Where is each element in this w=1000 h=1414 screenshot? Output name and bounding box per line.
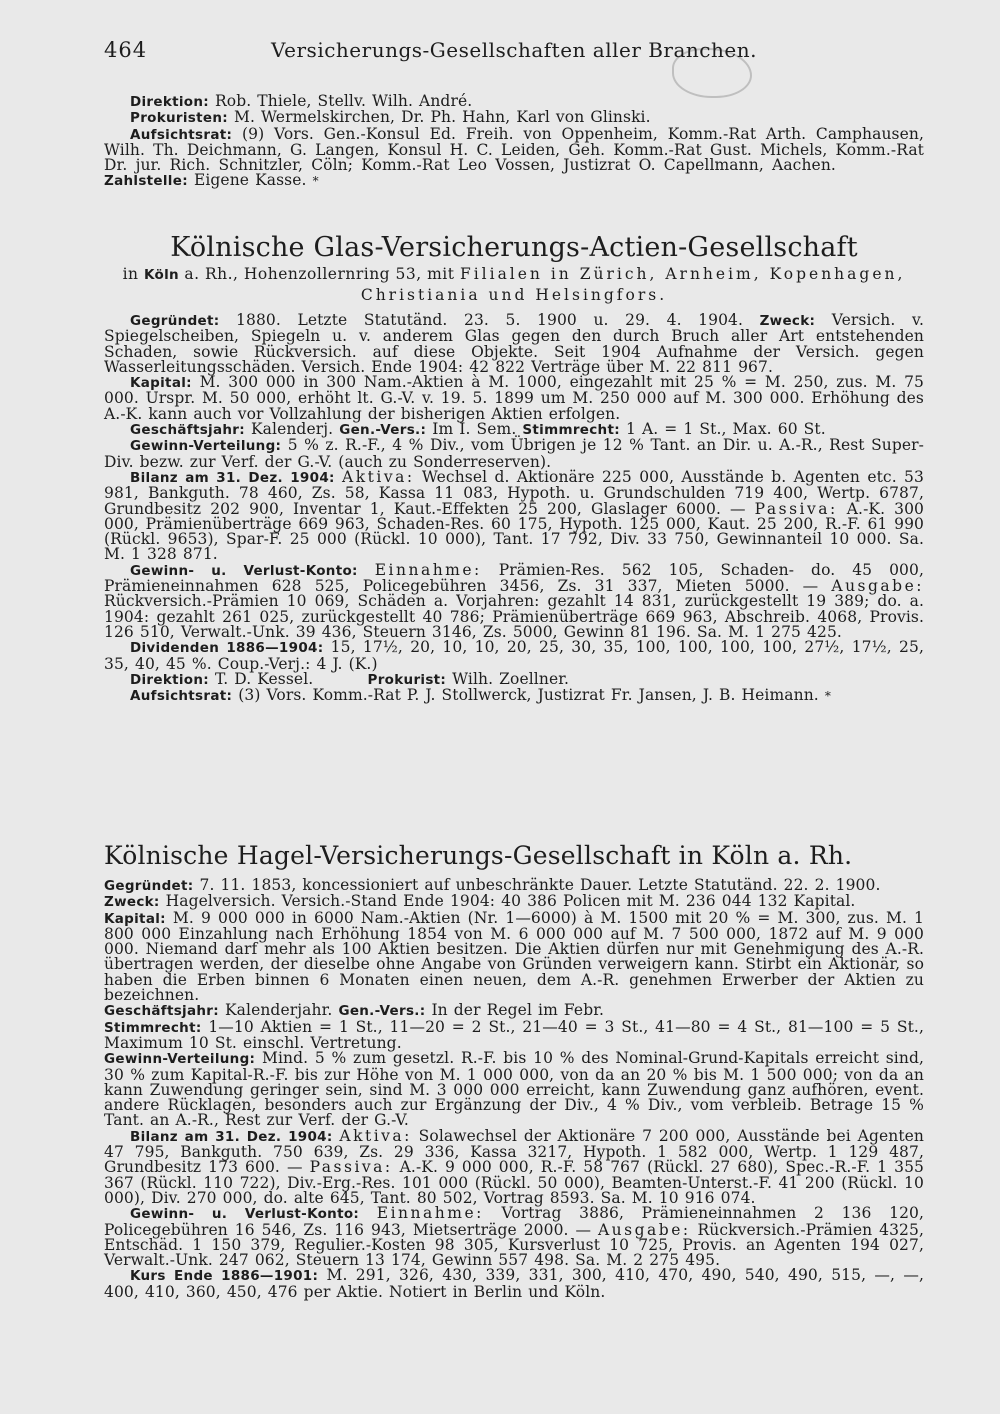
glas-kapital-text: M. 300 000 in 300 Nam.-Aktien à M. 1000, eingezahlt mit 25 % = M. 250, zus. M. 75 000. Urspr. M. 50 000, erhöht lt. G.-V. v. 19. 5. 1899 um M. 250 000 auf M. 300 000. Erhöhung des A.-K. kann auch vor Vollzahlung der bisherigen Aktien erfolgen. <box>104 373 925 423</box>
hagel-genvers-label: Gen.-Vers.: <box>338 1003 426 1020</box>
hagel-company-title: Kölnische Hagel-Versicherungs-Gesellschaft in Köln a. Rh. <box>104 841 853 870</box>
hagel-bilanz-passiva-word: Passiva: <box>309 1158 393 1177</box>
glas-dividenden-label: Dividenden 1886—1904: <box>130 640 324 657</box>
previous-company-continuation <box>104 94 924 190</box>
hagel-gewinn-text: Mind. 5 % zum gesetzl. R.-F. bis 10 % des Nominal-Grund-Kapitals erreicht sind, 30 % zum Kapital-R.-F. bis zur Höhe von M. 1 000 000, von da an 20 % bis M. 1 500 000; von da an kann Zuwendung geringer sein, sind M. 3 000 000 erreicht, kann Zuwendung ganz aufhören, event. andere Rücklagen, besonders auch zur Ergänzung der Div., 4 % Div., vom verbleib. Betrage 15 % Tant. an A.-R., Rest zur Verf. der G.-V. <box>104 1049 924 1130</box>
glas-direktion-text: T. D. Kessel. <box>215 669 314 688</box>
hagel-guv-einnahme-text: Vortrag 3886, Prämieneinnahmen 2 136 120, Policegebühren 16 546, Zs. 116 943, Mietserträge 2000. — <box>104 1204 925 1239</box>
glas-aufsichtsrat-paragraph <box>104 688 924 704</box>
glas-stimmrecht-text: 1 A. = 1 St., Max. 60 St. <box>625 420 826 439</box>
glas-guv-paragraph <box>104 560 925 641</box>
hagel-stimmrecht-label: Stimmrecht: <box>104 1019 202 1036</box>
glas-bilanz-aktiva-text: Wechsel d. Aktionäre 225 000, Ausstände b. Agenten etc. 53 981, Bankguth. 78 460, Zs. 58, Kassa 11 083, Hypoth. u. Grundschulden 719 400, Wertp. 6787, Grundbesitz 202 900, Inventar 1, Kaut.-Effekten 25 200, Glaslager 6000. — <box>104 467 924 518</box>
glas-company-title: Kölnische Glas-Versicherungs-Actien-Gesellschaft <box>170 232 858 263</box>
glas-bilanz-passiva-text: A.-K. 300 000, Prämienüberträge 669 963, Schaden-Res. 60 175, Hypoth. 125 000, Kaut. 25 200, R.-F. 61 990 (Rückl. 9653), Spar-F. 25 000 (Rückl. 10 000), Tant. 17 792, Div. 33 750, Gewinnanteil 10 000. Sa. M. 1 328 871. <box>104 499 925 564</box>
top-aufsichtsrat-text: (9) Vors. Gen.-Konsul Ed. Freih. von Oppenheim, Komm.-Rat Arth. Camphausen, Wilh. Th. Deichmann, G. Langen, Konsul H. C. Leiden, Geh. Komm.-Rat Gust. Michels, Komm.-Rat Dr. jur. Rich. Schnitzler, Cöln; Komm.-Rat Leo Vossen, Justizrat O. Capellmann, Aachen. <box>104 124 924 175</box>
glas-direktion-label: Direktion: <box>130 671 209 688</box>
glas-guv-ausgabe-text: Rückversich.-Prämien 10 069, Schäden a. Vorjahren: gezahlt 14 831, zurückgestellt 19 389; do. a. 1904: gezahlt 261 025, zurückgestellt 40 786; Prämienüberträge 669 963, Abschreib. 4068, Provis. 126 510, Verwalt.-Unk. 39 436, Steuern 3146, Zs. 5000, Gewinn 81 196. Sa. M. 1 275 425. <box>104 592 924 641</box>
glas-aufsichtsrat-label: Aufsichtsrat: <box>130 688 233 705</box>
glas-guv-einnahme-text: Prämien-Res. 562 105, Schaden- do. 45 000, Prämieneinnahmen 628 525, Policegebühren 3456, Zs. 31 337, Mieten 5000. — <box>104 560 925 596</box>
hagel-geschaeftsjahr-text: Kalenderjahr. <box>225 1001 333 1020</box>
hagel-stimmrecht-paragraph <box>104 1017 924 1052</box>
glas-location <box>104 264 924 305</box>
glas-guv-label: Gewinn- u. Verlust-Konto: <box>130 562 358 579</box>
top-prokuristen-label: Prokuristen: <box>130 110 228 127</box>
glas-zweck-label: Zweck: <box>759 313 816 329</box>
glas-gewinn-label: Gewinn-Verteilung: <box>130 438 282 455</box>
hagel-stimmrecht-text: 1—10 Aktien = 1 St., 11—20 = 2 St., 21—40 = 3 St., 41—80 = 4 St., 81—100 = 5 St., Maximum 10 St. einschl. Vertretung. <box>104 1017 924 1052</box>
hagel-gegruendet-label: Gegründet: <box>104 878 194 894</box>
hagel-bilanz-aktiva-word: Aktiva: <box>339 1126 412 1145</box>
glas-prokurist-label: Prokurist: <box>367 671 447 688</box>
hagel-guv-ausgabe-text: Rückversich.-Prämien 4325, Entschäd. 1 150 379, Regulier.-Kosten 98 305, Kursverlust 10 725, Provis. an Agenten 194 027, Verwalt.-Unk. 247 062, Steuern 13 174, Gewinn 557 498. Sa. M. 2 275 495. <box>104 1220 924 1270</box>
top-prokuristen-text: M. Wermelskirchen, Dr. Ph. Hahn, Karl von Glinski. <box>234 108 651 127</box>
glas-bilanz-paragraph <box>104 467 925 564</box>
running-title: Versicherungs-Gesellschaften aller Branchen. <box>271 38 757 62</box>
glas-guv-ausgabe-word: Ausgabe: <box>831 577 924 596</box>
glas-star: * <box>824 689 831 704</box>
hagel-company-entry <box>104 838 924 1300</box>
glas-stimmrecht-label: Stimmrecht: <box>522 422 620 439</box>
hagel-guv-label: Gewinn- u. Verlust-Konto: <box>130 1206 360 1223</box>
top-aufsichtsrat-label: Aufsichtsrat: <box>130 126 233 143</box>
hagel-zweck-text: Hagelversich. Versich.-Stand Ende 1904: 40 386 Policen mit M. 236 044 132 Kapital. <box>165 892 856 911</box>
hagel-gegruendet-text: 7. 11. 1853, koncessioniert auf unbeschränkte Dauer. Letzte Statutänd. 22. 2. 1900. <box>199 876 881 894</box>
top-direktion-text: Rob. Thiele, Stellv. Wilh. André. <box>215 92 473 110</box>
glas-bilanz-label: Bilanz am 31. Dez. 1904: <box>130 469 335 486</box>
hagel-kapital-label: Kapital: <box>104 910 166 927</box>
glas-gegruendet-text: 1880. Letzte Statutänd. 23. 5. 1900 u. 29. 4. 1904. <box>236 311 744 329</box>
glas-bilanz-passiva-word: Passiva: <box>754 499 838 518</box>
page-header <box>104 38 924 68</box>
hagel-bilanz-paragraph <box>104 1126 925 1207</box>
hagel-guv-einnahme-word: Einnahme: <box>376 1204 484 1223</box>
hagel-bilanz-label: Bilanz am 31. Dez. 1904: <box>130 1128 333 1145</box>
glas-geschaeftsjahr-text: Kalenderj. <box>251 420 334 439</box>
glas-dividenden-text: 15, 17½, 20, 10, 10, 20, 25, 30, 35, 100, 100, 100, 100, 27½, 17½, 25, 35, 40, 45 %. Coup.-Verj.: 4 J. (K.) <box>104 638 924 673</box>
top-star: * <box>312 174 319 189</box>
top-zahlstelle-label: Zahlstelle: <box>104 173 188 190</box>
hagel-bilanz-aktiva-text: Solawechsel der Aktionäre 7 200 000, Ausstände bei Agenten 47 795, Bankguth. 750 639, Zs. 29 336, Kassa 3217, Hypoth. 1 582 000, Wertp. 1 129 487, Grundbesitz 173 600. — <box>104 1126 925 1177</box>
glas-gewinn-text: 5 % z. R.-F., 4 % Div., vom Übrigen je 12 % Tant. an Dir. u. A.-R., Rest Super-Div. bezw. zur Verf. der G.-V. (auch zu Sonderreserven). <box>104 436 925 471</box>
top-direktion-label: Direktion: <box>130 94 209 110</box>
hagel-kurs-text: M. 291, 326, 430, 339, 331, 300, 410, 470, 490, 540, 490, 515, —, —, 400, 410, 360, 450, 476 per Aktie. Notiert in Berlin und Köln. <box>104 1266 924 1301</box>
glas-company-entry <box>104 232 924 704</box>
hagel-bilanz-passiva-text: A.-K. 9 000 000, R.-F. 58 767 (Rückl. 27 680), Spec.-R.-F. 1 355 367 (Rückl. 110 722), Div.-Erg.-Res. 101 000 (Rückl. 50 000), Beamten-Unterst.-F. 41 200 (Rückl. 10 000), Div. 270 000, do. alte 645, Tant. 80 502, Vortrag 8593. Sa. M. 10 916 074. <box>104 1158 924 1207</box>
hagel-gewinn-paragraph <box>104 1051 924 1128</box>
glas-zweck-text: Versich. v. Spiegelscheiben, Spiegeln u. v. anderem Glas gegen den durch Bruch aller Art entstehenden Schaden, sowie Rückversich. auf diese Objekte. Seit 1904 Aufnahme der Versich. gegen Wasserleitungsschäden. Versich. Ende 1904: 42 822 Verträge über M. 22 811 967. <box>104 311 925 376</box>
hagel-guv-paragraph <box>104 1206 924 1268</box>
hagel-kapital-paragraph <box>104 908 925 1005</box>
glas-genvers-label: Gen.-Vers.: <box>339 422 427 439</box>
hagel-genvers-text: In der Regel im Febr. <box>431 1001 605 1020</box>
glas-aufsichtsrat-text: (3) Vors. Komm.-Rat P. J. Stollwerck, Justizrat Fr. Jansen, J. B. Heimann. <box>238 686 819 705</box>
top-zahlstelle-text: Eigene Kasse. <box>193 171 307 190</box>
glas-dividenden-paragraph <box>104 640 924 672</box>
hagel-geschaeftsjahr-label: Geschäftsjahr: <box>104 1003 219 1020</box>
hagel-kurs-label: Kurs Ende 1886—1901: <box>130 1268 319 1285</box>
glas-loc-branches: Filialen in Zürich, Arnheim, Kopenhagen, Christiania und Helsingfors. <box>360 265 906 304</box>
glas-geschaeftsjahr-label: Geschäftsjahr: <box>130 422 245 439</box>
glas-loc-city: Köln <box>143 267 179 283</box>
glas-kapital-paragraph <box>104 375 924 422</box>
glas-gruendung-paragraph <box>104 313 924 375</box>
glas-loc-in: in <box>122 265 139 283</box>
hagel-kapital-text: M. 9 000 000 in 6000 Nam.-Aktien (Nr. 1—6000) à M. 1500 mit 20 % = M. 300, zus. M. 1 800 000 Einzahlung nach Erhöhung 1854 von M. 6 000 000 auf M. 7 500 000, 1872 auf M. 9 000 000. Niemand darf mehr als 100 Aktien besitzen. Die Aktien dürfen nur mit Genehmigung des A.-R. übertragen werden, der dieselbe ohne Angabe von Gründen verweigern kann. Stirbt ein Aktionär, so haben die Erben binnen 6 Monaten einen neuen, dem A.-R. genehmen Erwerber der Aktien zu bezeichnen. <box>104 908 925 1005</box>
glas-guv-einnahme-word: Einnahme: <box>374 560 482 579</box>
hagel-guv-ausgabe-word: Ausgabe: <box>597 1220 691 1239</box>
glas-bilanz-aktiva-word: Aktiva: <box>342 467 415 486</box>
glas-prokurist-text: Wilh. Zoellner. <box>452 669 570 688</box>
top-aufsichtsrat-paragraph <box>104 124 924 190</box>
hagel-zweck-label: Zweck: <box>104 894 160 911</box>
page-number: 464 <box>104 38 148 62</box>
glas-genvers-text: Im I. Sem. <box>432 420 517 439</box>
glas-kapital-label: Kapital: <box>130 375 192 392</box>
glas-gegruendet-label: Gegründet: <box>130 313 220 329</box>
glas-gewinn-paragraph <box>104 438 924 470</box>
hagel-kurs-paragraph <box>104 1268 924 1300</box>
hagel-gewinn-label: Gewinn-Verteilung: <box>104 1051 256 1068</box>
glas-loc-rest: a. Rh., Hohenzollernring 53, mit <box>184 265 455 283</box>
